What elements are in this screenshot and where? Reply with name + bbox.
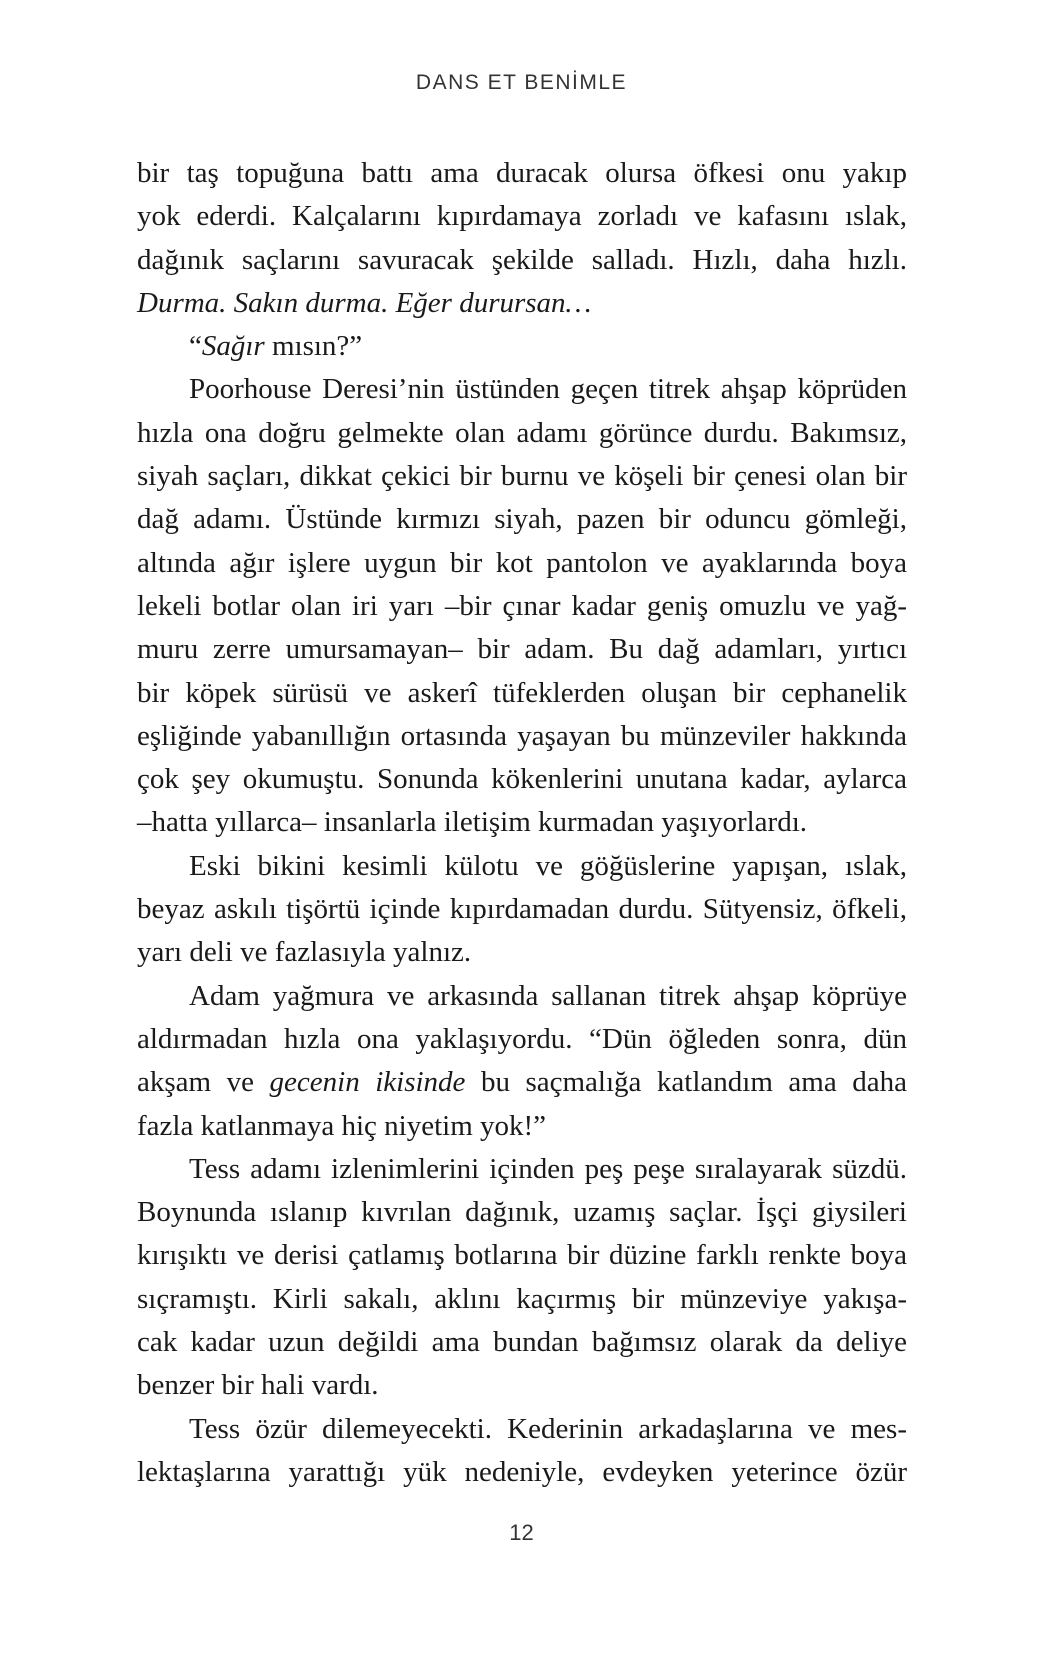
text-line: lektaşlarına yarattığı yük nedeniyle, evdeyken yeterince özür <box>137 1455 907 1488</box>
text-line: hızla ona doğru gelmekte olan adamı görünce durdu. Bakımsız, <box>137 416 907 449</box>
text-line: Poorhouse Deresi’nin üstünden geçen titrek ahşap köprüden <box>189 373 907 406</box>
text-segment: “ <box>189 330 202 363</box>
text-line: Adam yağmura ve arkasında sallanan titrek ahşap köprüye <box>189 979 907 1012</box>
text-line: altında ağır işlere uygun bir kot pantolon ve ayaklarında boya <box>137 546 907 579</box>
running-header: DANS ET BENİMLE <box>415 71 628 94</box>
text-line: beyaz askılı tişörtü içinde kıpırdamadan durdu. Sütyensiz, öfkeli, <box>137 893 907 926</box>
text-line: fazla katlanmaya hiç niyetim yok!” <box>137 1109 547 1142</box>
text-line: çok şey okumuştu. Sonunda kökenlerini unutana kadar, aylarca <box>137 763 907 796</box>
text-segment: gecenin ikisinde <box>269 1066 466 1099</box>
text-segment: bu saçmalığa katlandım ama daha <box>465 1066 907 1099</box>
mixed-line <box>137 1061 907 1104</box>
text-line: yok ederdi. Kalçalarını kıpırdamaya zorladı ve kafasını ıslak, <box>137 200 907 233</box>
dialogue-line <box>137 325 907 368</box>
body-text <box>137 152 907 1494</box>
text-segment: mısın?” <box>264 330 363 363</box>
text-line: Tess özür dilemeyecekti. Kederinin arkadaşlarına ve mes- <box>189 1412 907 1445</box>
text-line: bir taş topuğuna battı ama duracak olursa öfkesi onu yakıp <box>137 157 907 189</box>
text-line: dağ adamı. Üstünde kırmızı siyah, pazen bir oduncu gömleği, <box>137 503 907 536</box>
text-line: benzer bir hali vardı. <box>137 1369 379 1402</box>
text-line: bir köpek sürüsü ve askerî tüfeklerden oluşan bir cephanelik <box>137 676 907 709</box>
text-line: Tess adamı izlenimlerini içinden peş peşe sıralayarak süzdü. <box>189 1152 907 1185</box>
text-line: Durma. Sakın durma. Eğer durursan… <box>137 286 592 319</box>
text-line: –hatta yıllarca– insanlarla iletişim kurmadan yaşıyorlardı. <box>137 806 808 839</box>
page-number: 12 <box>509 1520 534 1545</box>
text-line: kırışıktı ve derisi çatlamış botlarına bir düzine farklı renkte boya <box>137 1239 907 1272</box>
text-line: lekeli botlar olan iri yarı –bir çınar kadar geniş omuzlu ve yağ- <box>137 589 907 622</box>
text-line: Boynunda ıslanıp kıvrılan dağınık, uzamış saçlar. İşçi giysileri <box>137 1196 907 1229</box>
text-line: eşliğinde yabanıllığın ortasında yaşayan bu münzeviler hakkında <box>137 719 907 752</box>
text-line: sıçramıştı. Kirli sakalı, aklını kaçırmış bir münzeviye yakışa- <box>137 1282 907 1315</box>
text-line: yarı deli ve fazlasıyla yalnız. <box>137 936 472 969</box>
text-segment: akşam ve <box>137 1066 270 1099</box>
text-line: dağınık saçlarını savuracak şekilde salladı. Hızlı, daha hızlı. <box>137 243 907 276</box>
text-line: siyah saçları, dikkat çekici bir burnu ve köşeli bir çenesi olan bir <box>137 460 907 493</box>
text-line: aldırmadan hızla ona yaklaşıyordu. “Dün öğleden sonra, dün <box>137 1022 907 1055</box>
text-line: cak kadar uzun değildi ama bundan bağımsız olarak da deliye <box>137 1326 907 1359</box>
text-line: Eski bikini kesimli külotu ve göğüslerine yapışan, ıslak, <box>189 849 907 882</box>
text-line: muru zerre umursamayan– bir adam. Bu dağ adamları, yırtıcı <box>137 633 907 666</box>
text-segment: Sağır <box>201 330 265 363</box>
